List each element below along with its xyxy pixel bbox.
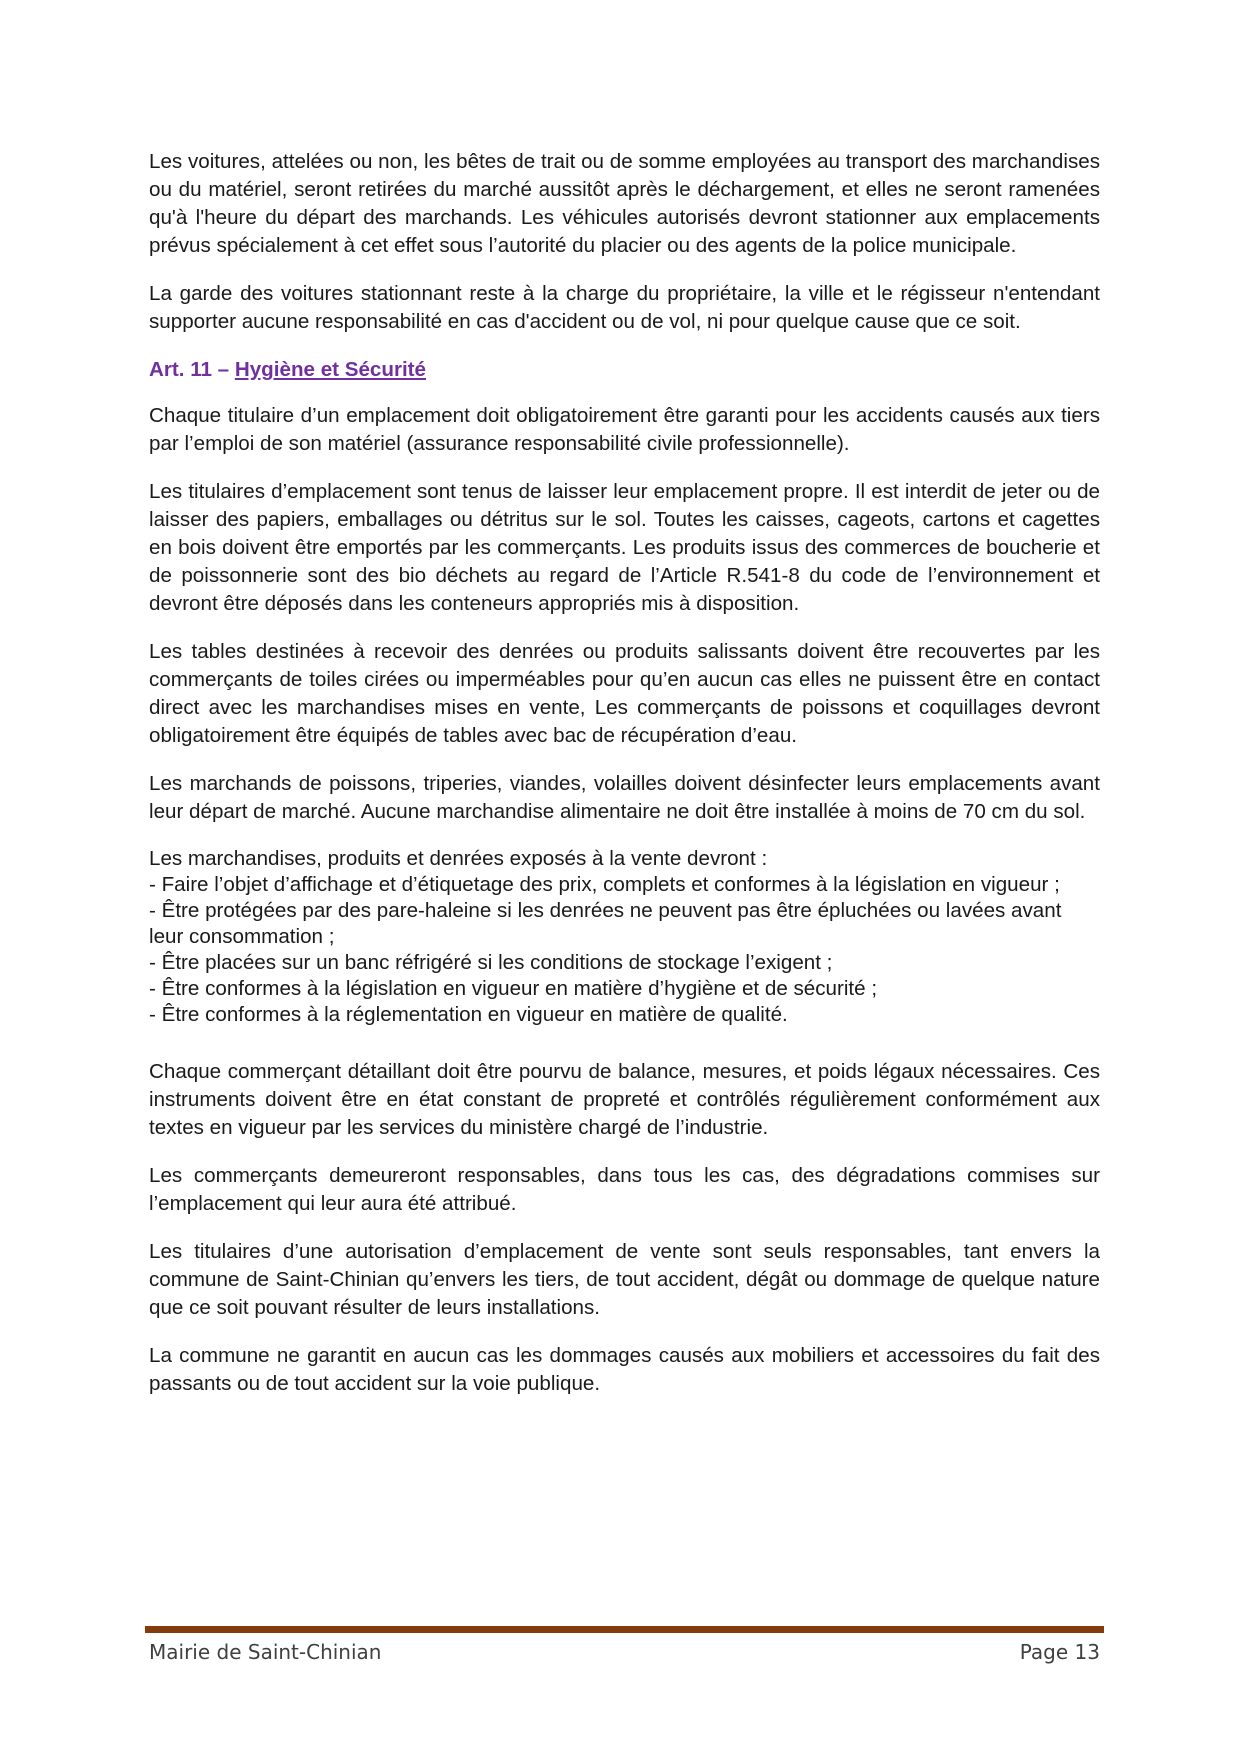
paragraph-commune-guarantee: La commune ne garantit en aucun cas les dommages causés aux mobiliers et accessoires du fait des passants ou de tout accident sur la voie publique.: [149, 1344, 1100, 1395]
article-title: Hygiène et Sécurité: [234, 358, 426, 381]
paragraph-scales: Chaque commerçant détaillant doit être pourvu de balance, mesures, et poids légaux nécessaires. Ces instruments doivent être en état constant de propreté et contrôlés régulièrement conformément aux textes en vigueur par les services du ministère chargé de l’industrie.: [149, 1060, 1100, 1139]
paragraph-vehicle-guard: La garde des voitures stationnant reste à la charge du propriétaire, la ville et le régisseur n'entendant supporter aucune responsabilité en cas d'accident ou de vol, ni pour quelque cause que ce soit.: [149, 282, 1100, 333]
article-heading: [149, 356, 1100, 384]
paragraph-tables: Les tables destinées à recevoir des denrées ou produits salissants doivent être recouvertes par les commerçants de toiles cirées ou imperméables pour qu’en aucun cas elles ne puissent être en contact direct avec les marchandises mises en vente, Les commerçants de poissons et coquillages devront obligatoirement être équipés de tables avec bac de récupération d’eau.: [149, 640, 1100, 747]
paragraph-insurance: Chaque titulaire d’un emplacement doit obligatoirement être garanti pour les accidents causés aux tiers par l’emploi de son matériel (assurance responsabilité civile professionnelle).: [149, 404, 1100, 455]
paragraph-cleanliness: Les titulaires d’emplacement sont tenus de laisser leur emplacement propre. Il est interdit de jeter ou de laisser des papiers, emballages ou détritus sur le sol. Toutes les caisses, cageots, cartons et cagettes en bois doivent être emportés par les commerçants. Les produits issus des commerces de boucherie et de poissonnerie sont des bio déchets au regard de l’Article R.541-8 du code de l’environnement et devront être déposés dans les conteneurs appropriés mis à disposition.: [149, 480, 1100, 615]
paragraph-disinfection: Les marchands de poissons, triperies, viandes, volailles doivent désinfecter leurs emplacements avant leur départ de marché. Aucune marchandise alimentaire ne doit être installée à moins de 70 cm du sol.: [149, 772, 1100, 823]
list-item: - Être protégées par des pare-haleine si les denrées ne peuvent pas être épluchées ou lavées avant leur consommation ;: [149, 899, 1062, 948]
article-number: Art. 11 –: [149, 358, 235, 381]
list-item: - Faire l’objet d’affichage et d’étiquetage des prix, complets et conformes à la législation en vigueur ;: [149, 873, 1060, 896]
document-body: [149, 148, 1100, 1418]
footer-page-number: Page 13: [1019, 1640, 1100, 1664]
list-item: - Être conformes à la législation en vigueur en matière d’hygiène et de sécurité ;: [149, 977, 878, 1000]
paragraph-liability: Les titulaires d’une autorisation d’emplacement de vente sont seuls responsables, tant envers la commune de Saint-Chinian qu’envers les tiers, de tout accident, dégât ou dommage de quelque nature que ce soit pouvant résulter de leurs installations.: [149, 1240, 1100, 1319]
requirements-list: [149, 846, 1100, 1028]
spacer: [149, 1048, 1100, 1058]
footer-organization: Mairie de Saint-Chinian: [149, 1640, 382, 1664]
list-item: - Être placées sur un banc réfrigéré si les conditions de stockage l’exigent ;: [149, 951, 833, 974]
footer-rule: [145, 1626, 1104, 1633]
list-intro: Les marchandises, produits et denrées exposés à la vente devront :: [149, 847, 768, 870]
list-item: - Être conformes à la réglementation en vigueur en matière de qualité.: [149, 1003, 788, 1026]
paragraph-damages: Les commerçants demeureront responsables, dans tous les cas, des dégradations commises sur l’emplacement qui leur aura été attribué.: [149, 1164, 1100, 1215]
paragraph-vehicles: Les voitures, attelées ou non, les bêtes de trait ou de somme employées au transport des marchandises ou du matériel, seront retirées du marché aussitôt après le déchargement, et elles ne seront ramenées qu'à l'heure du départ des marchands. Les véhicules autorisés devront stationner aux emplacements prévus spécialement à cet effet sous l’autorité du placier ou des agents de la police municipale.: [149, 150, 1100, 257]
